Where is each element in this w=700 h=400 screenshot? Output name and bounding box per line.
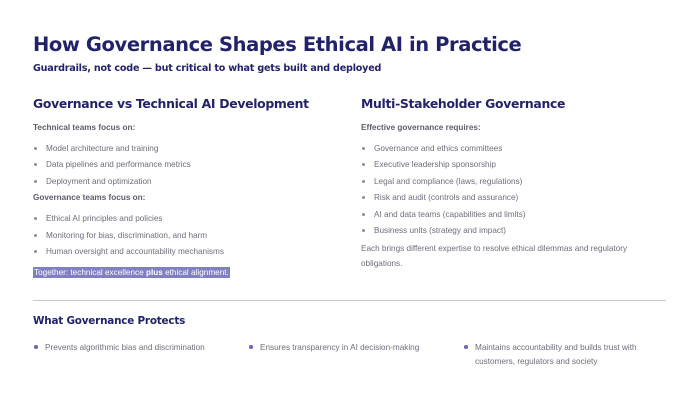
stakeholder-list	[361, 143, 661, 236]
list-item: Deployment and optimization	[33, 176, 333, 187]
together-highlight[interactable]	[33, 267, 230, 278]
together-prefix: Together: technical excellence	[34, 268, 146, 278]
governance-label: Governance teams focus on:	[33, 193, 146, 203]
together-bold: plus	[145, 268, 163, 278]
bullet-dot-icon	[464, 345, 468, 349]
list-item: Monitoring for bias, discrimination, and harm	[33, 230, 333, 241]
section-divider	[33, 300, 666, 301]
protect-item-text: Ensures transparency in AI decision-making	[260, 343, 420, 352]
list-item: Data pipelines and performance metrics	[33, 159, 333, 170]
multi-stakeholder-section	[361, 95, 661, 271]
list-item: Human oversight and accountability mechanisms	[33, 246, 333, 257]
protect-item	[248, 341, 448, 355]
page-title: How Governance Shapes Ethical AI in Practice	[33, 33, 522, 56]
technical-list	[33, 143, 333, 187]
protect-item-text: Prevents algorithmic bias and discrimination	[45, 343, 205, 352]
protect-item	[33, 341, 233, 355]
page-subtitle: Guardrails, not code — but critical to what gets built and deployed	[33, 63, 382, 74]
section-heading: Governance vs Technical AI Development	[33, 96, 309, 111]
list-item: Model architecture and training	[33, 143, 333, 154]
list-item: Legal and compliance (laws, regulations)	[361, 176, 661, 187]
bullet-dot-icon	[34, 345, 38, 349]
protect-item-text: Maintains accountability and builds trust with customers, regulators and society	[475, 343, 637, 366]
protects-heading: What Governance Protects	[33, 315, 186, 327]
governance-vs-technical-section	[33, 95, 333, 280]
requires-label: Effective governance requires:	[361, 123, 481, 132]
section-heading: Multi-Stakeholder Governance	[361, 96, 566, 111]
list-item: AI and data teams (capabilities and limits)	[361, 209, 661, 220]
list-item: Risk and audit (controls and assurance)	[361, 192, 661, 203]
list-item: Ethical AI principles and policies	[33, 213, 333, 224]
list-item: Business units (strategy and impact)	[361, 225, 661, 236]
together-suffix: ethical alignment.	[162, 268, 229, 278]
stakeholder-note: Each brings different expertise to resolve ethical dilemmas and regulatory obligations.	[361, 244, 628, 269]
technical-label: Technical teams focus on:	[33, 123, 136, 132]
protect-item	[463, 341, 673, 368]
list-item: Governance and ethics committees	[361, 143, 661, 154]
governance-list	[33, 213, 333, 257]
bullet-dot-icon	[249, 345, 253, 349]
list-item: Executive leadership sponsorship	[361, 159, 661, 170]
